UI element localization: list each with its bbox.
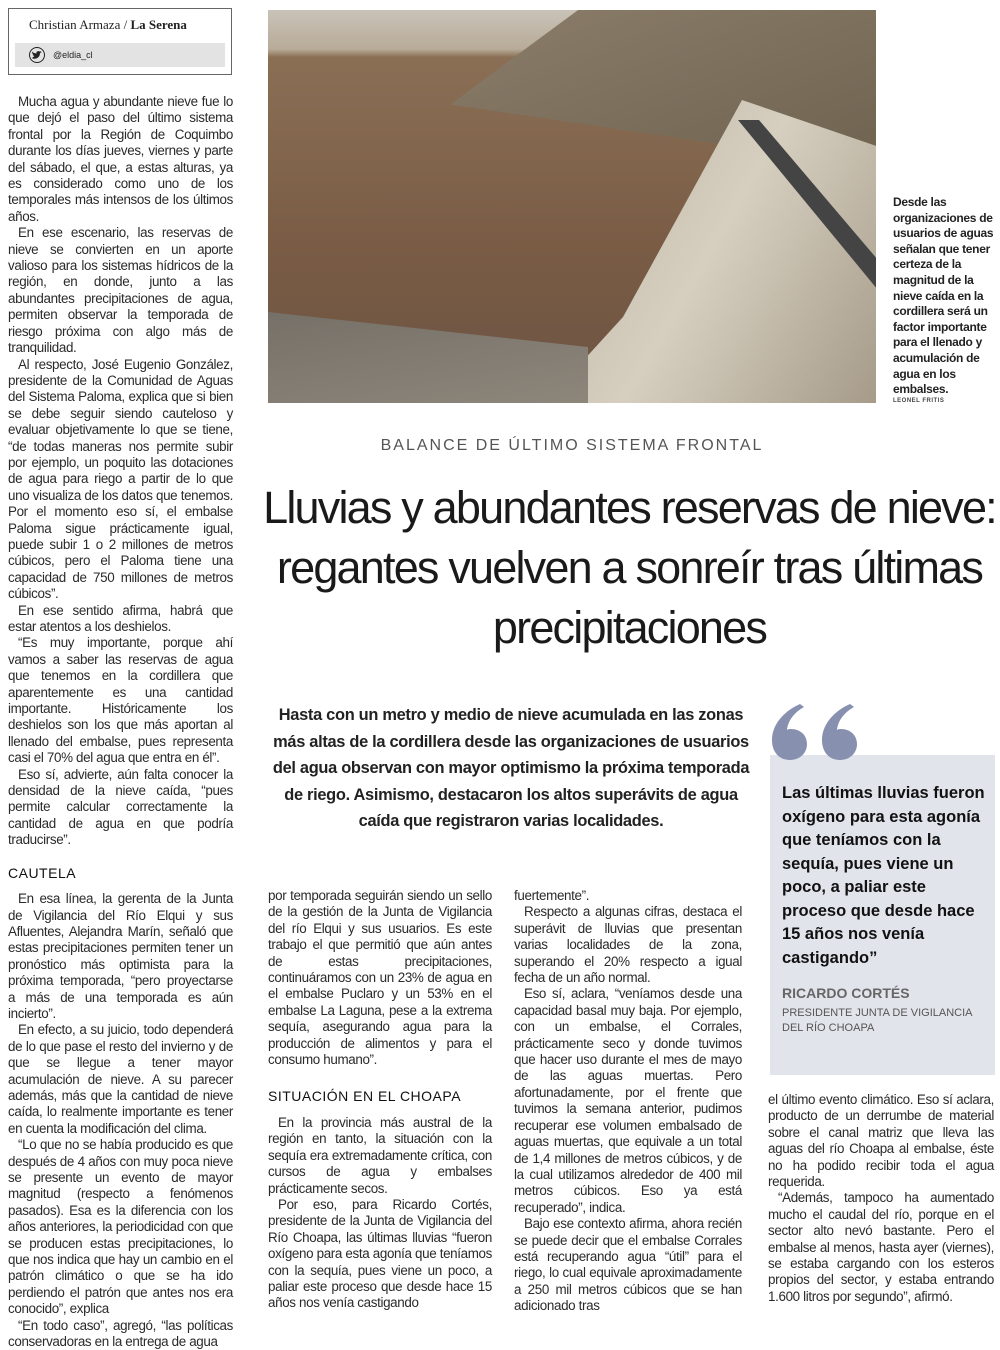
- photo-dam: [538, 100, 876, 403]
- column-1: [8, 94, 233, 1350]
- photo-credit: LEONEL FRITIS: [893, 398, 945, 404]
- headline: Lluvias y abundantes reservas de nieve: regantes vuelven a sonreír tras últimas precipitaciones: [263, 482, 996, 653]
- paragraph: Bajo ese contexto afirma, ahora recién se puede decir que el embalse Corrales está recuperando agua “útil” para el riego, lo cual equivale aproximadamente a 250 mil metros cúbicos que se han adicionado tras: [514, 1216, 742, 1314]
- quote-mark-icon: [770, 700, 870, 762]
- subhead-choapa: SITUACIÓN EN EL CHOAPA: [268, 1088, 462, 1105]
- paragraph: “Lo que no se había producido es que después de 4 años con muy poca nieve se presente un evento de mayor magnitud (respecto a fenómenos pasados). Esa es la diferencia con los años anteriores, la periodicidad con que se producen estas precipitaciones, lo que nos indica que hay un cambio en el patrón climático o que se ha ido perdiendo el patrón que antes nos era conocido”, explica: [8, 1137, 233, 1317]
- paragraph: “Además, tampoco ha aumentado mucho el caudal del río, porque en el sector alto nevó bastante. Pero el embalse al menos, hasta ayer (viernes), se estaba cargando con los esteros propios del sector, y estaba entrando 1.600 litros por segundo”, afirmó.: [768, 1190, 994, 1304]
- paragraph: Eso sí, aclara, “veníamos desde una capacidad basal muy baja. Por ejemplo, con un embalse, el Corrales, prácticamente seco y donde tuvimos que hacer uso durante el mes de mayo de las aguas muertas. Pero afortunadamente, por el frente que tuvimos la semana anterior, pudimos recuperar ese volumen embalsado de aguas muertas, que equivale a un total de 1,4 millones de metros cúbicos, y de la cual utilizamos alrededor de 400 mil metros cúbicos. Eso ya está recuperado”, indica.: [514, 986, 742, 1215]
- photo-shore: [268, 270, 588, 403]
- twitter-handle-row[interactable]: [15, 43, 225, 67]
- pullquote-text: Las últimas lluvias fueron oxígeno para esta agonía que teníamos con la sequía, pues viene un poco, a paliar este proceso que desde hace 15 años nos venía castigando”: [782, 784, 985, 967]
- photo-caption: Desde las organizaciones de usuarios de aguas señalan que tener certeza de la magnitud de la nieve caída en la cordillera será un factor importante para el llenado y acumulación de agua en los embalses.: [893, 195, 994, 397]
- paragraph: En ese escenario, las reservas de nieve se convierten en un aporte valioso para los sistemas hídricos de la región, en donde, junto a las abundantes precipitaciones de agua, permiten observar la temporada de riesgo próxima con algo más de tranquilidad.: [8, 225, 233, 356]
- lead-paragraph: Hasta con un metro y medio de nieve acumulada en las zonas más altas de la cordillera desde las organizaciones de usuarios del agua observan con mayor optimismo la próxima temporada de riego. Asimismo, destacaron los altos superávits de agua caída que registraron varias localidades.: [272, 706, 750, 830]
- paragraph: Al respecto, José Eugenio González, presidente de la Comunidad de Aguas del Sistema Paloma, explica que si bien se debe seguir siendo cauteloso y evaluar objetivamente lo que se tiene, “de todas maneras nos permite subir por ejemplo, un poquito las dotaciones de agua para riego a partir de lo que uno visualiza de los datos que tenemos. Por el momento eso sí, el embalse Paloma sigue prácticamente igual, puede subir 1 o 2 millones de metros cúbicos, pero el Paloma tiene una capacidad de 750 millones de metros cúbicos”.: [8, 356, 233, 602]
- byline-box: [8, 8, 232, 75]
- paragraph: En efecto, a su juicio, todo dependerá de lo que pase el resto del invierno y de que se llegue a tener mayor acumulación de nieve. A su parecer además, más que la cantidad de nieve caída, lo realmente importante es tener en cuenta la modificación del clima.: [8, 1022, 233, 1136]
- column-4: [768, 1092, 994, 1305]
- paragraph: fuertemente”.: [514, 888, 590, 903]
- kicker: BALANCE DE ÚLTIMO SISTEMA FRONTAL: [380, 437, 764, 454]
- paragraph: Mucha agua y abundante nieve fue lo que dejó el paso del último sistema frontal por la Región de Coquimbo durante los días jueves, viernes y parte del sábado, el que, a estas alturas, ya es considerado como uno de los temporales más intensos de los últimos años.: [8, 94, 233, 224]
- subhead-cautela: CAUTELA: [8, 864, 77, 881]
- paragraph: Por eso, para Ricardo Cortés, presidente de la Junta de Vigilancia del Río Choapa, las últimas lluvias “fueron oxígeno para esta agonía que teníamos con la sequía, pues viene un poco, a paliar este proceso que desde hace 15 años nos venía castigando: [268, 1196, 492, 1311]
- byline-city: La Serena: [130, 17, 187, 32]
- paragraph: En ese sentido afirma, habrá que estar atentos a los deshielos.: [8, 602, 233, 634]
- column-2: [268, 888, 492, 1312]
- author-name: Christian Armaza /: [29, 17, 128, 32]
- paragraph: En esa línea, la gerenta de la Junta de Vigilancia del Río Elqui y sus Afluentes, Alejandra Marín, señaló que estas precipitaciones permiten tener un pronóstico más optimista para la próxima temporada, “pero proyectarse a más de una temporada es aún incierto”.: [8, 891, 233, 1021]
- column-3: [514, 888, 742, 1315]
- paragraph: En la provincia más austral de la región en tanto, la situación con la sequía era extremadamente crítica, con cursos de agua y embalses prácticamente secos.: [268, 1114, 492, 1196]
- twitter-handle[interactable]: @eldia_cl: [53, 50, 93, 60]
- pullquote-role: PRESIDENTE JUNTA DE VIGILANCIA DEL RÍO CHOAPA: [782, 1007, 972, 1034]
- paragraph: “En todo caso”, agregó, “las políticas conservadoras en la entrega de agua: [8, 1317, 233, 1350]
- reservoir-photo: [268, 10, 876, 403]
- pullquote: [782, 782, 990, 1036]
- paragraph: “Es muy importante, porque ahí vamos a saber las reservas de agua que tenemos en la cordillera que aparentemente es una cantidad importante. Históricamente los deshielos son los que más aportan al llenado del embalse, pues representa casi el 70% del agua que entra en él”.: [8, 635, 233, 766]
- pullquote-author: RICARDO CORTÉS: [782, 985, 910, 1001]
- paragraph: el último evento climático. Eso sí aclara, producto de un derrumbe de material sobre el canal matriz que lleva las aguas del río Choapa al embalse, éste no ha podido recibir toda el agua requerida.: [768, 1092, 994, 1190]
- paragraph: Respecto a algunas cifras, destaca el superávit de lluvias que presentan varias localidades de la zona, superando el 20% respecto a igual fecha de un año normal.: [514, 904, 742, 986]
- byline-author: [15, 15, 225, 35]
- paragraph: por temporada seguirán siendo un sello de la gestión de la Junta de Vigilancia del río Elqui y sus usuarios. Es este trabajo el que permitió que aún antes de estas precipitaciones, continuáramos con un 23% de agua en el embalse Puclaro y un 53% en el embalse La Laguna, pese a la extrema sequía, asegurando agua para la producción de alimentos y para el consumo humano”.: [268, 888, 492, 1068]
- twitter-bird-icon: [29, 47, 45, 63]
- paragraph: Eso sí, advierte, aún falta conocer la densidad de la nieve caída, “pues permite calcular correctamente la cantidad de agua en que podría traducirse”.: [8, 766, 233, 848]
